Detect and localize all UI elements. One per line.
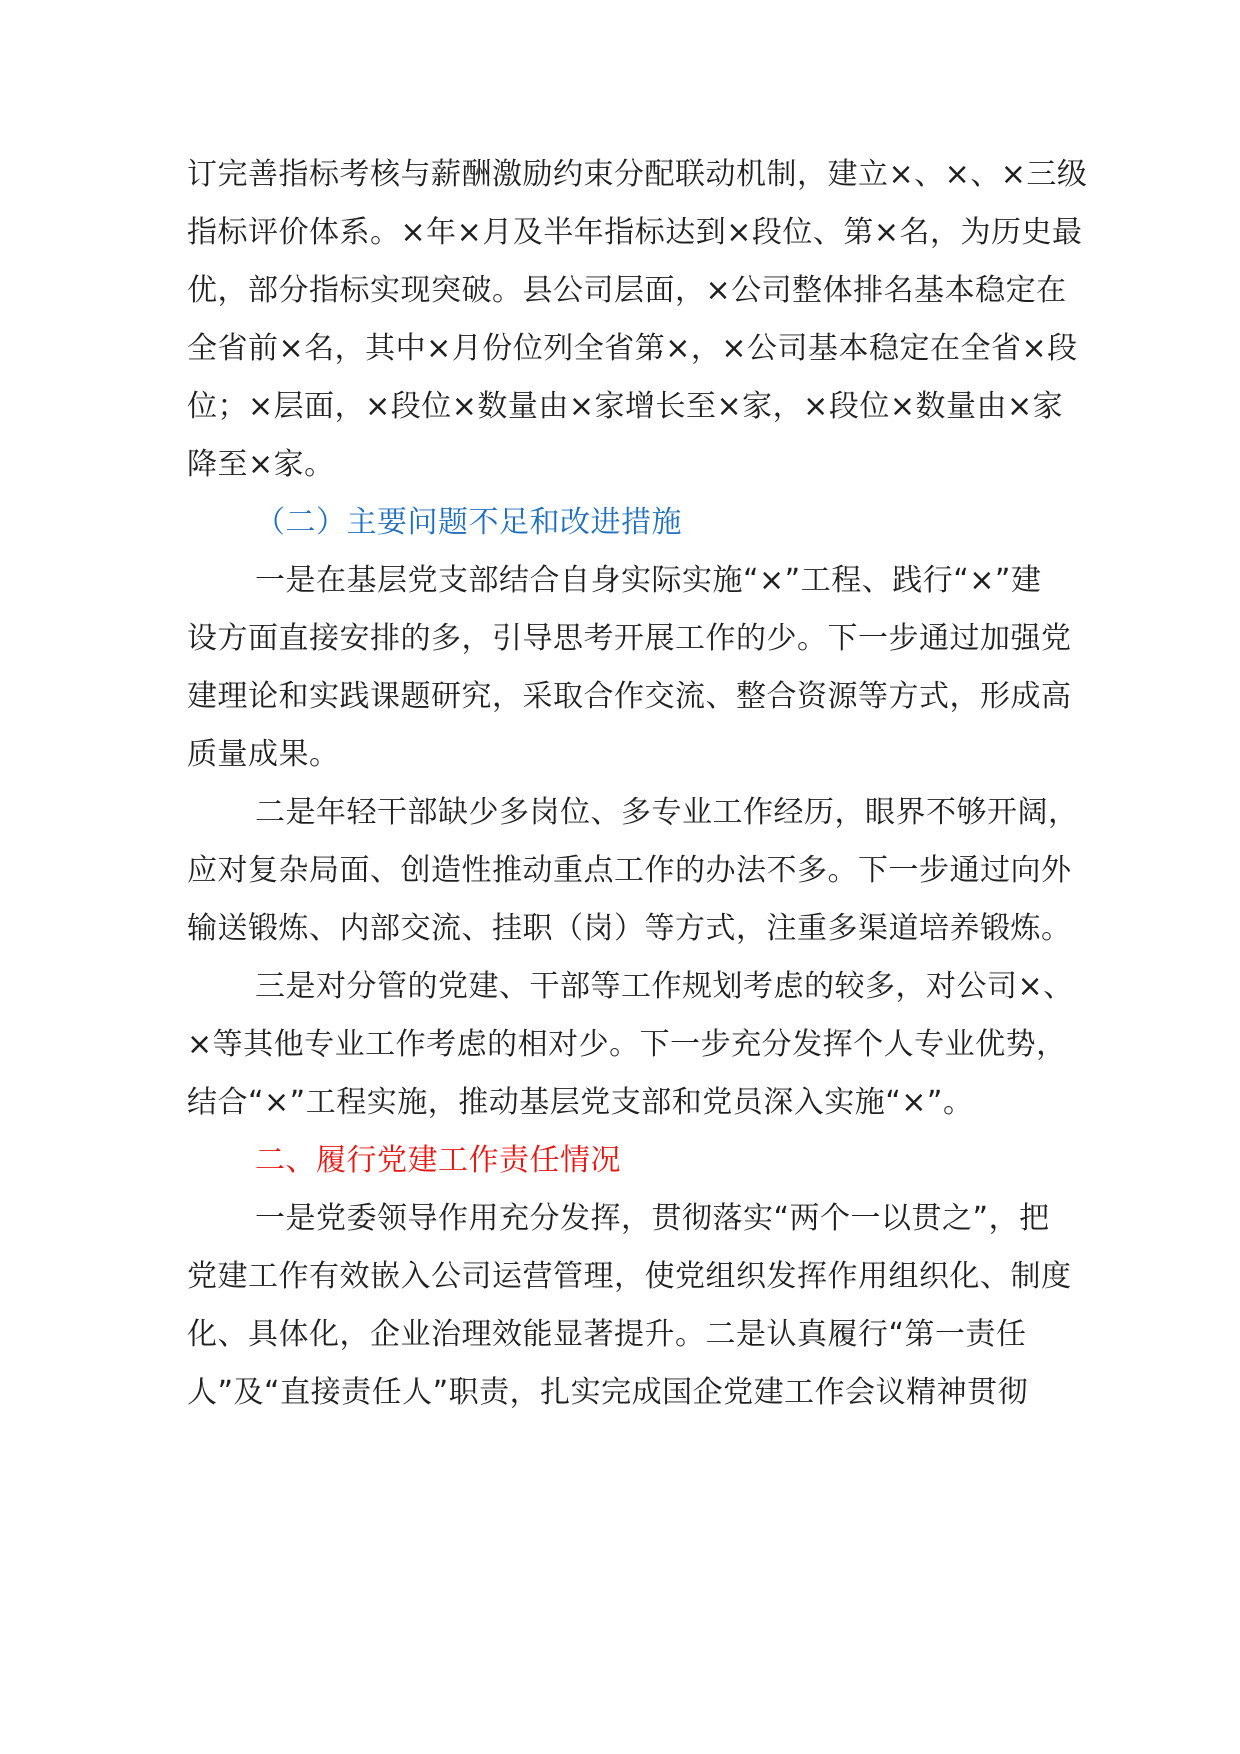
section-heading: 二、履行党建工作责任情况 <box>255 1143 621 1178</box>
paragraph-line: 订完善指标考核与薪酬激励约束分配联动机制，建立×、×、×三级 <box>187 157 1088 192</box>
subheading-problems: （二）主要问题不足和改进措施 <box>255 505 682 540</box>
paragraph-line: 二是年轻干部缺少多岗位、多专业工作经历，眼界不够开阔， <box>255 795 1079 830</box>
paragraph-line: 一是在基层党支部结合自身实际实施“×”工程、践行“×”建 <box>255 563 1042 598</box>
paragraph-line: 应对复杂局面、创造性推动重点工作的办法不多。下一步通过向外 <box>187 853 1072 888</box>
paragraph-line: 全省前×名，其中×月份位列全省第×，×公司基本稳定在全省×段 <box>187 331 1078 366</box>
paragraph-line: 输送锻炼、内部交流、挂职（岗）等方式，注重多渠道培养锻炼。 <box>187 911 1072 946</box>
paragraph-line: 化、具体化，企业治理效能显著提升。二是认真履行“第一责任 <box>187 1317 1027 1352</box>
paragraph-line: 人”及“直接责任人”职责，扎实完成国企党建工作会议精神贯彻 <box>187 1375 1029 1410</box>
paragraph-line: 设方面直接安排的多，引导思考开展工作的少。下一步通过加强党 <box>187 621 1072 656</box>
paragraph-line: 三是对分管的党建、干部等工作规划考虑的较多，对公司×、 <box>255 969 1074 1004</box>
paragraph-line: 优，部分指标实现突破。县公司层面，×公司整体排名基本稳定在 <box>187 273 1067 308</box>
paragraph-line: 一是党委领导作用充分发挥，贯彻落实“两个一以贯之”，把 <box>255 1201 1050 1236</box>
paragraph-line: 降至×家。 <box>187 447 335 482</box>
paragraph-line: ×等其他专业工作考虑的相对少。下一步充分发挥个人专业优势， <box>187 1027 1067 1062</box>
paragraph-line: 党建工作有效嵌入公司运营管理，使党组织发挥作用组织化、制度 <box>187 1259 1072 1294</box>
paragraph-line: 结合“×”工程实施，推动基层党支部和党员深入实施“×”。 <box>187 1085 974 1120</box>
paragraph-line: 建理论和实践课题研究，采取合作交流、整合资源等方式，形成高 <box>187 679 1072 714</box>
paragraph-line: 位；×层面，×段位×数量由×家增长至×家，×段位×数量由×家 <box>187 389 1064 424</box>
paragraph-line: 指标评价体系。×年×月及半年指标达到×段位、第×名，为历史最 <box>187 215 1083 250</box>
paragraph-line: 质量成果。 <box>187 737 340 772</box>
